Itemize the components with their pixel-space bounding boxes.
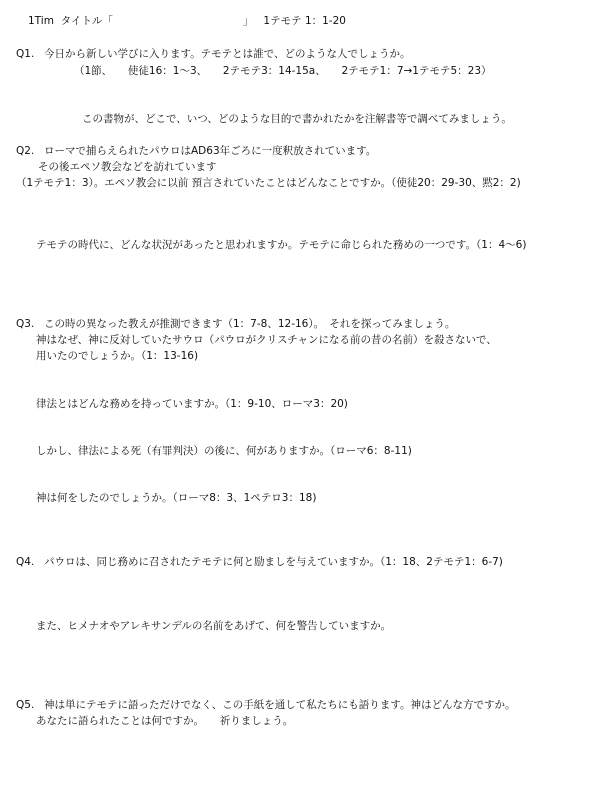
q3-line-2: 神はなぜ、神に反対していたサウロ（パウロがクリスチャンになる前の昔の名前）を殺さないで、 bbox=[36, 334, 497, 346]
q1-line-1 bbox=[16, 48, 410, 61]
q4-text-1: パウロは、同じ務めに召されたテモテに何と励ましを与えていますか。（1：18、2テモテ1：6-7) bbox=[44, 556, 503, 568]
q3-line-1 bbox=[16, 318, 455, 331]
q3-text-1: この時の異なった教えが推測できます（1：7-8、12-16）。 それを探ってみましょう。 bbox=[44, 318, 456, 330]
q3-label: Q3. bbox=[16, 318, 35, 330]
q5-line-1 bbox=[16, 699, 515, 712]
q1-refs: （1節、 使徒16：1～3、 2テモテ3：14-15a、 2テモテ1：7→1テモテ5：23） bbox=[74, 65, 492, 77]
title-close: 」 bbox=[242, 15, 254, 27]
q1-line-3: この書物が、どこで、いつ、どのような目的で書かれたかを注解書等で調べてみましょう。 bbox=[82, 113, 512, 125]
title-label: タイトル「 bbox=[60, 15, 113, 27]
passage-range: 1テモテ 1：1-20 bbox=[263, 15, 346, 27]
q5-text-1: 神は単にテモテに語っただけでなく、この手紙を通して私たちにも語ります。神はどんな方ですか。 bbox=[44, 699, 516, 711]
q3-line-4: 律法とはどんな務めを持っていますか。（1：9-10、ローマ3：20) bbox=[36, 398, 348, 410]
q5-label: Q5. bbox=[16, 699, 35, 711]
q1-label: Q1. bbox=[16, 48, 35, 60]
q2-line-2: その後エペソ教会などを訪れています bbox=[38, 161, 217, 173]
q2-line-4: テモテの時代に、どんな状況があったと思われますか。テモテに命じられた務めの一つです。（1：4～6) bbox=[36, 239, 527, 251]
q5-line-2: あなたに語られたことは何ですか。 祈りましょう。 bbox=[36, 715, 294, 727]
book-code: 1Tim bbox=[28, 15, 54, 27]
q3-line-5: しかし、律法による死（有罪判決）の後に、何がありますか。（ローマ6：8-11) bbox=[36, 445, 412, 457]
q4-label: Q4. bbox=[16, 556, 35, 568]
q2-label: Q2. bbox=[16, 145, 35, 157]
q1-text-1: 今日から新しい学びに入ります。テモテとは誰で、どのような人でしょうか。 bbox=[44, 48, 411, 60]
q4-line-2: また、ヒメナオやアレキサンデルの名前をあげて、何を警告していますか。 bbox=[36, 620, 392, 632]
q3-line-6: 神は何をしたのでしょうか。（ローマ8：3、1ペテロ3：18) bbox=[36, 492, 317, 504]
q2-text-1: ローマで捕らえられたパウロはAD63年ごろに一度釈放されています。 bbox=[44, 145, 377, 157]
q4-line-1 bbox=[16, 556, 503, 569]
q2-line-1 bbox=[16, 145, 376, 158]
q3-line-3: 用いたのでしょうか。（1：13-16) bbox=[36, 350, 199, 362]
worksheet-header bbox=[28, 15, 346, 28]
q2-line-3: （1テモテ1：3）。エペソ教会に以前 預言されていたことはどんなことですか。（使徒20：29-30、黙2：2) bbox=[16, 177, 521, 189]
